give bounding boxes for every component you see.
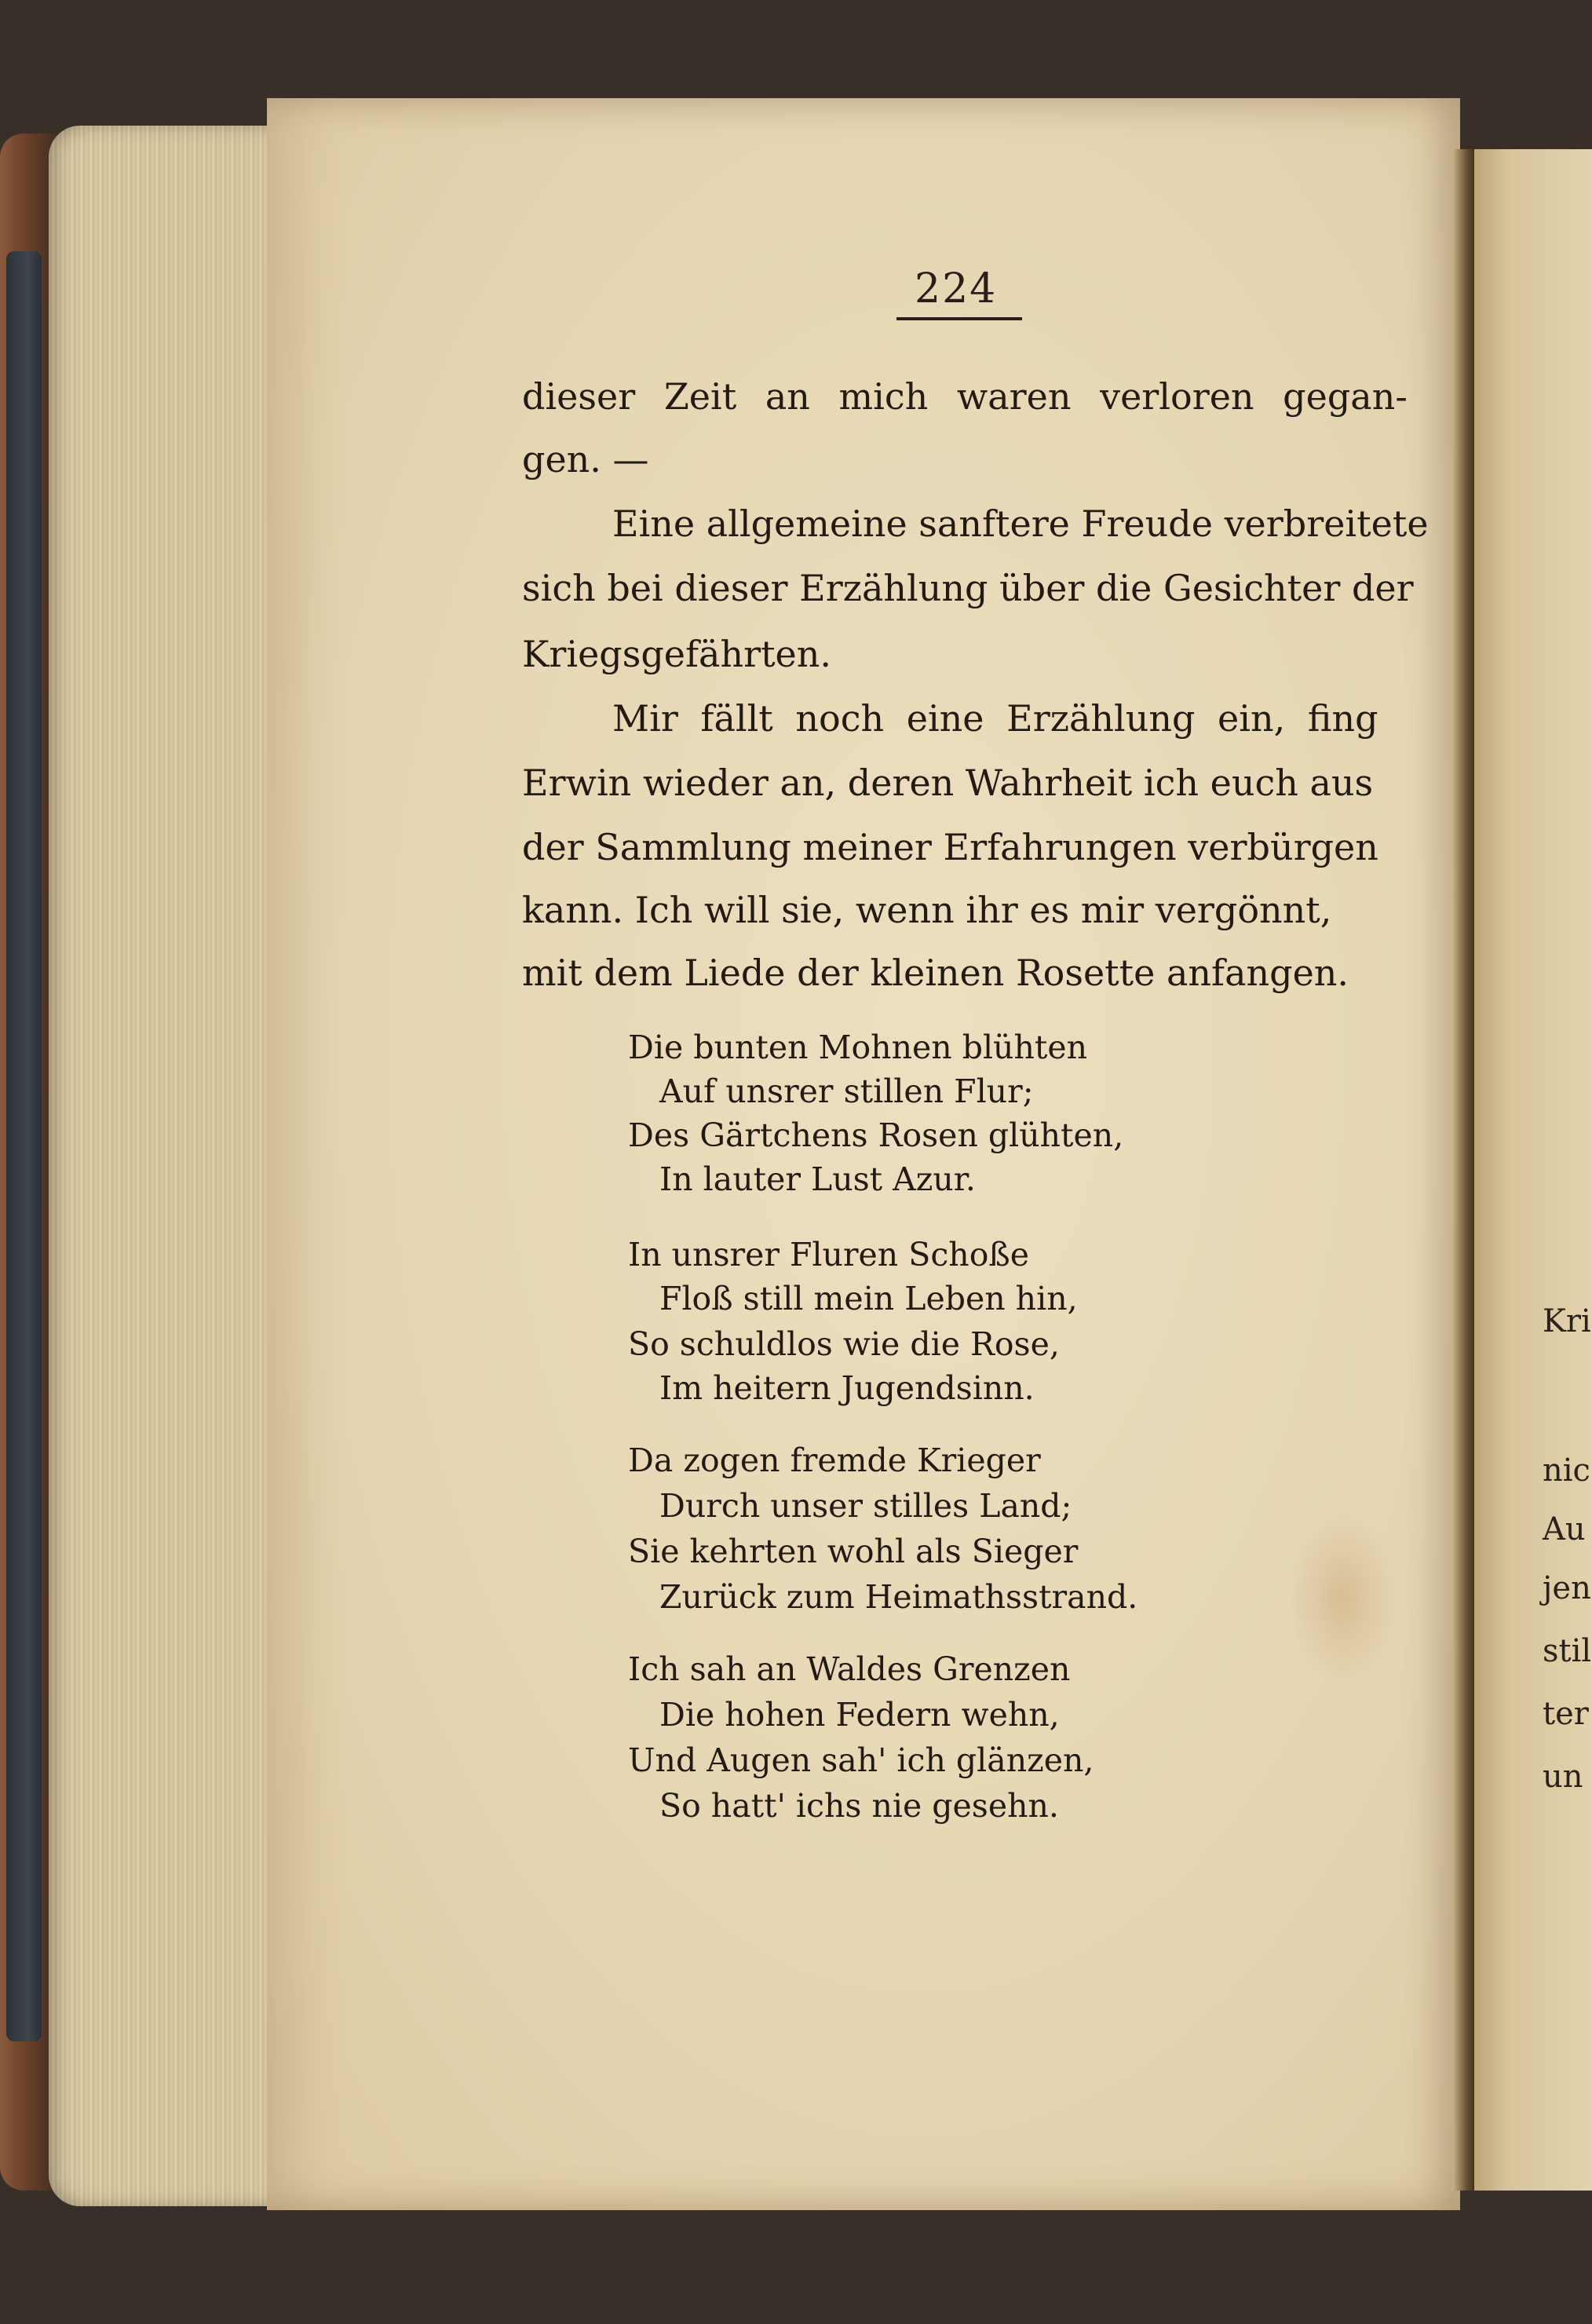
facing-page-fragment: Au xyxy=(1543,1511,1586,1548)
verse-line: In lauter Lust Azur. xyxy=(659,1160,976,1198)
book-gutter xyxy=(1452,149,1476,2191)
verse-line: Die hohen Federn wehn, xyxy=(659,1696,1060,1734)
facing-page-fragment: un xyxy=(1543,1759,1583,1795)
page-stack-edges xyxy=(49,126,284,2206)
prose-line: mit dem Liede der kleinen Rosette anfangen. xyxy=(522,952,1349,994)
prose-line: Eine allgemeine sanftere Freude verbreitete xyxy=(612,502,1429,545)
prose-line: gen. — xyxy=(522,438,649,481)
prose-line: Kriegsgefährten. xyxy=(522,633,832,675)
facing-page-fragment: stil xyxy=(1543,1633,1592,1669)
verse-line: Durch unser stilles Land; xyxy=(659,1487,1072,1525)
page-stain xyxy=(1287,1511,1397,1684)
verse-line: Sie kehrten wohl als Sieger xyxy=(628,1533,1079,1570)
verse-line: Floß still mein Leben hin, xyxy=(659,1280,1078,1317)
verse-line: Die bunten Mohnen blühten xyxy=(628,1029,1088,1066)
verse-line: So hatt' ichs nie gesehn. xyxy=(659,1787,1059,1825)
prose-line: Mir fällt noch eine Erzählung ein, fing xyxy=(612,697,1378,740)
verse-line: So schuldlos wie die Rose, xyxy=(628,1325,1060,1363)
verse-line: Zurück zum Heimathsstrand. xyxy=(659,1578,1138,1616)
verse-line: Da zogen fremde Krieger xyxy=(628,1442,1041,1479)
prose-line: Erwin wieder an, deren Wahrheit ich euch aus xyxy=(522,762,1374,804)
prose-line: sich bei dieser Erzählung über die Gesichter der xyxy=(522,567,1414,609)
page-number-rule xyxy=(896,317,1022,320)
verse-line: Auf unsrer stillen Flur; xyxy=(659,1072,1034,1110)
verse-line: Im heitern Jugendsinn. xyxy=(659,1369,1035,1407)
verse-line: In unsrer Fluren Schoße xyxy=(628,1236,1030,1273)
facing-page-fragment: ter xyxy=(1543,1696,1589,1732)
verse-line: Und Augen sah' ich glänzen, xyxy=(628,1741,1094,1779)
facing-page-fragment: Kri xyxy=(1543,1303,1591,1339)
cover-spine-strip xyxy=(6,251,42,2041)
facing-page-fragment: jen xyxy=(1543,1570,1591,1606)
verse-line: Ich sah an Waldes Grenzen xyxy=(628,1650,1071,1688)
page-number: 224 xyxy=(915,265,998,312)
prose-line: kann. Ich will sie, wenn ihr es mir vergönnt, xyxy=(522,889,1332,931)
prose-line: der Sammlung meiner Erfahrungen verbürgen xyxy=(522,826,1378,868)
prose-line: dieser Zeit an mich waren verloren gegan- xyxy=(522,375,1408,418)
facing-page-fragment: nic xyxy=(1543,1452,1590,1489)
verse-line: Des Gärtchens Rosen glühten, xyxy=(628,1116,1124,1154)
facing-page xyxy=(1474,149,1592,2191)
